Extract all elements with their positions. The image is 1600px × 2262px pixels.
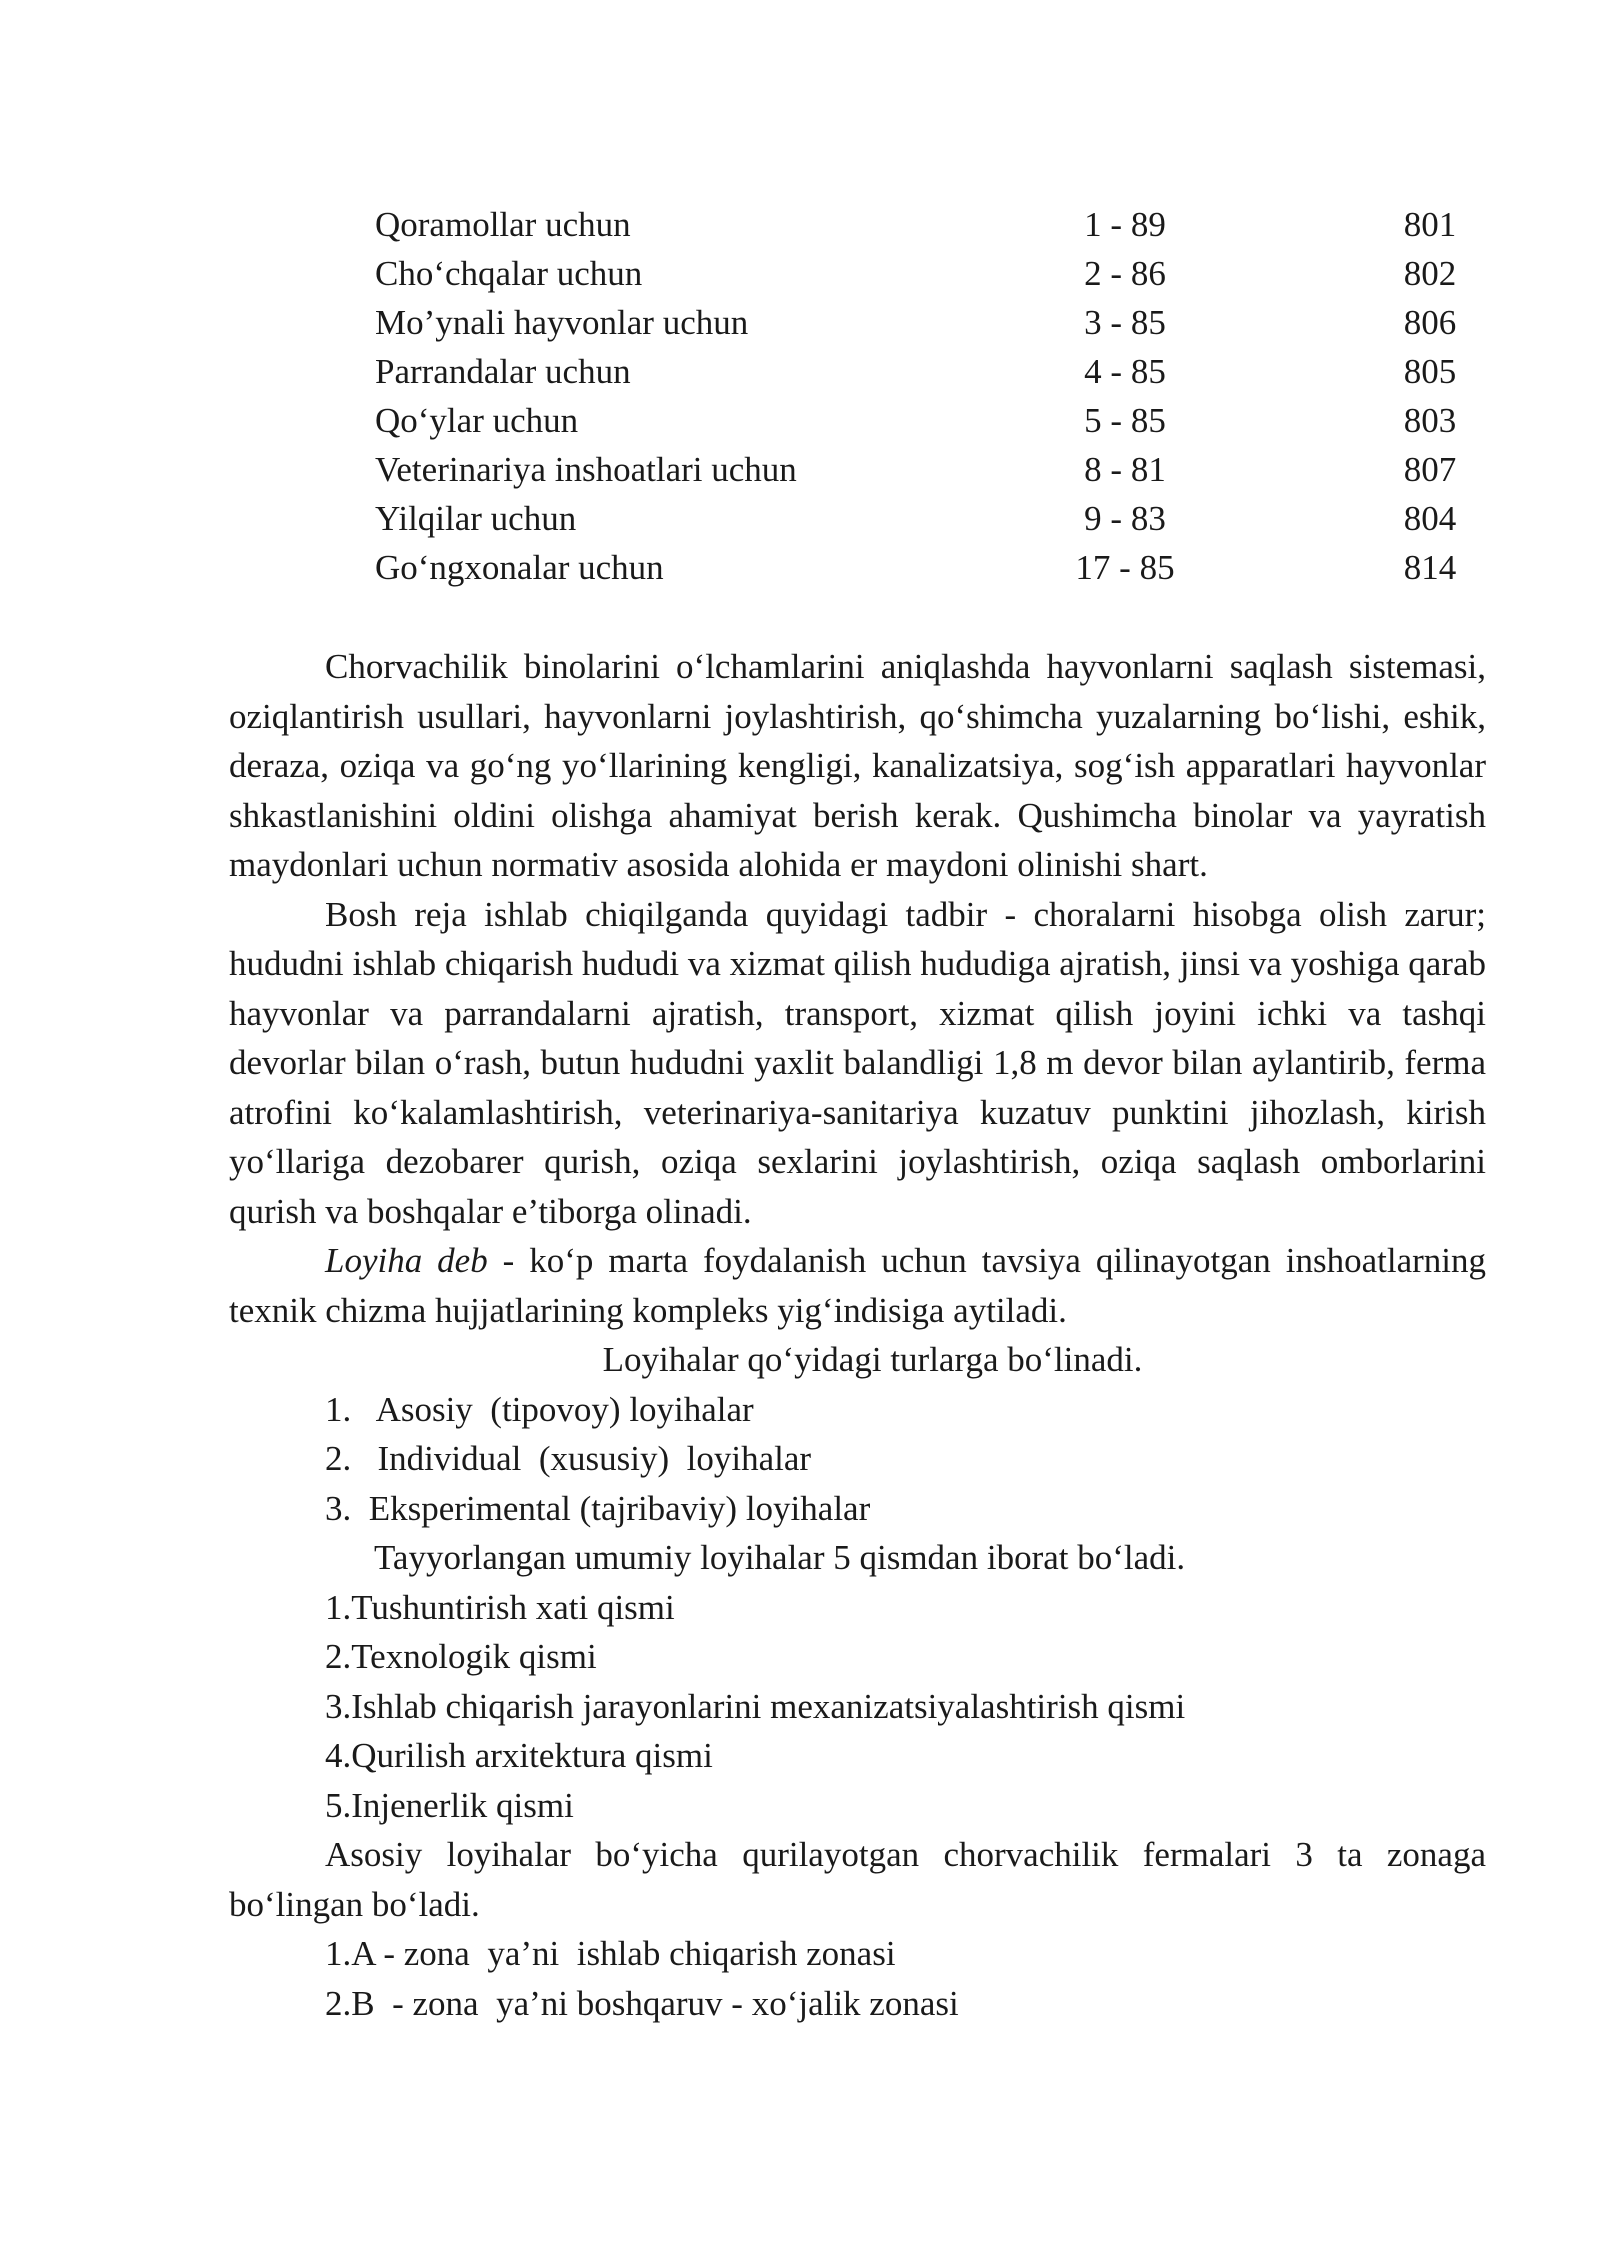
definition-text: - ko‘p marta foydalanish uchun tavsiya qilinayotgan inshoatlarning texnik chizma hujjatlarining kompleks yig‘indisiga aytiladi. — [229, 1241, 1486, 1330]
list-item: 1.Tushuntirish xati qismi — [325, 1587, 675, 1627]
row-name: Qo‘ylar uchun — [375, 401, 579, 440]
paragraph-master-plan: Bosh reja ishlab chiqilganda quyidagi tadbir - choralarni hisobga olish zarur; hududni ishlab chiqarish hududi va xizmat qilish hududiga ajratish, jinsi va yoshiga qarab hayvonlar va parrandalarni ajratish, transport, xizmat qilish joyini ichki va tashqi devorlar bilan o‘rash, butun hududni yaxlit balandligi 1,8 m devor bilan aylantirib, ferma atrofini ko‘kalamlashtirish, veterinariya-sanitariya kuzatuv punktini jihozlash, kirish yo‘llariga dezobarer qurish, oziqa sexlarini joylashtirish, oziqa saqlash omborlarini qurish va boshqalar e’tiborga olinadi. — [229, 894, 1486, 1231]
table-row — [375, 200, 1475, 249]
list-item: 3.Ishlab chiqarish jarayonlarini mexanizatsiyalashtirish qismi — [325, 1686, 1186, 1726]
table-row — [375, 249, 1475, 298]
row-name: Parrandalar uchun — [375, 352, 631, 391]
row-number: 806 — [1403, 303, 1457, 342]
body-text — [229, 642, 1486, 2028]
row-name: Veterinariya inshoatlari uchun — [375, 450, 797, 489]
project-types-heading: Loyihalar qo‘yidagi turlarga bo‘linadi. — [602, 1340, 1143, 1379]
row-number: 803 — [1403, 401, 1457, 440]
table-row — [375, 543, 1475, 592]
row-code: 1 - 89 — [1084, 205, 1166, 244]
row-name: Go‘ngxonalar uchun — [375, 548, 664, 587]
paragraph-zones: Asosiy loyihalar bo‘yicha qurilayotgan chorvachilik fermalari 3 ta zonaga bo‘lingan bo‘ladi. — [229, 1835, 1486, 1924]
paragraph-project-definition — [229, 1236, 1486, 1335]
table-row — [375, 298, 1475, 347]
row-code: 3 - 85 — [1084, 303, 1166, 342]
row-number: 814 — [1403, 548, 1457, 587]
list-item: 5.Injenerlik qismi — [325, 1785, 574, 1825]
row-code: 17 - 85 — [1075, 548, 1175, 587]
row-number: 802 — [1403, 254, 1457, 293]
list-item: 1.A - zona ya’ni ishlab chiqarish zonasi — [325, 1934, 896, 1973]
table-row — [375, 347, 1475, 396]
list-item: 2.Texnologik qismi — [325, 1637, 597, 1676]
table-row — [375, 396, 1475, 445]
row-name: Cho‘chqalar uchun — [375, 254, 643, 293]
table-row — [375, 494, 1475, 543]
list-item: 4.Qurilish arxitektura qismi — [325, 1736, 713, 1775]
row-number: 807 — [1403, 450, 1457, 489]
row-number: 804 — [1403, 499, 1457, 538]
row-number: 805 — [1403, 352, 1457, 391]
row-name: Qoramollar uchun — [375, 205, 631, 244]
row-code: 2 - 86 — [1084, 254, 1166, 293]
row-code: 8 - 81 — [1084, 450, 1166, 489]
paragraph-building-dimensions: Chorvachilik binolarini o‘lchamlarini aniqlashda hayvonlarni saqlash sistemasi, oziqlantirish usullari, hayvonlarni joylashtirish, qo‘shimcha yuzalarning bo‘lishi, eshik, deraza, oziqa va go‘ng yo‘llarining kengligi, kanalizatsiya, sog‘ish apparatlari hayvonlar shkastlanishini oldini olishga ahamiyat berish kerak. Qushimcha binolar va yayratish maydonlari uchun normativ asosida alohida er maydoni olinishi shart. — [229, 647, 1486, 884]
row-code: 9 - 83 — [1084, 499, 1166, 538]
row-code: 4 - 85 — [1084, 352, 1166, 391]
list-item: 2. Individual (xususiy) loyihalar — [325, 1439, 812, 1478]
list-item: 1. Asosiy (tipovoy) loyihalar — [325, 1389, 754, 1429]
row-code: 5 - 85 — [1084, 401, 1166, 440]
project-parts-heading: Tayyorlangan umumiy loyihalar 5 qismdan iborat bo‘ladi. — [374, 1538, 1186, 1577]
list-item: 3. Eksperimental (tajribaviy) loyihalar — [325, 1488, 871, 1528]
list-item: 2.B - zona ya’ni boshqaruv - xo‘jalik zonasi — [325, 1983, 959, 2023]
row-name: Yilqilar uchun — [375, 499, 577, 538]
row-number: 801 — [1403, 205, 1457, 244]
term-project: Loyiha deb — [325, 1241, 488, 1280]
norms-table — [375, 200, 1475, 592]
table-row — [375, 445, 1475, 494]
row-name: Mo’ynali hayvonlar uchun — [375, 303, 749, 342]
